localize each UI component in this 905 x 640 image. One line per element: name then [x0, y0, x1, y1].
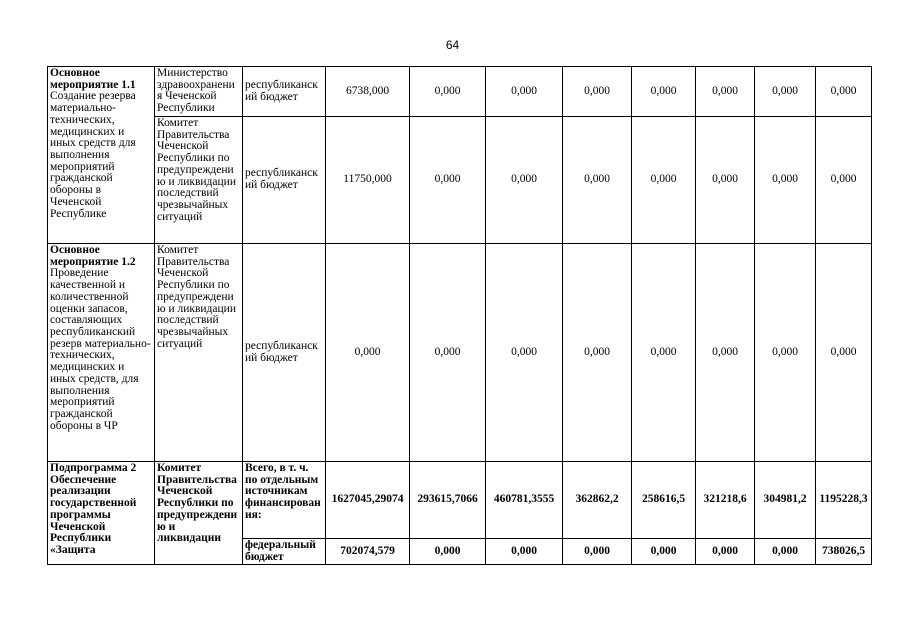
- value-cell: 11750,000: [326, 117, 410, 244]
- funding-source-cell: республиканский бюджет: [243, 244, 326, 462]
- value-cell: 0,000: [696, 539, 755, 565]
- value-cell: 702074,579: [326, 539, 410, 565]
- value-cell: 0,000: [410, 244, 486, 462]
- value-cell: 0,000: [755, 117, 816, 244]
- value-cell: 0,000: [755, 67, 816, 117]
- value-cell: 0,000: [755, 539, 816, 565]
- table-row: [48, 462, 872, 539]
- value-cell: 0,000: [410, 67, 486, 117]
- value-cell: 0,000: [563, 539, 632, 565]
- page-number: 64: [445, 38, 460, 52]
- funding-source-cell: федеральный бюджет: [243, 539, 326, 565]
- table-row: [48, 244, 872, 462]
- value-cell: 1627045,29074: [326, 462, 410, 539]
- subprogram-cell: Подпрограмма 2 Обеспечение реализации государственной программы Чеченской Республики «Защита: [48, 462, 155, 565]
- value-cell: 0,000: [563, 67, 632, 117]
- value-cell: 6738,000: [326, 67, 410, 117]
- value-cell: 258616,5: [632, 462, 696, 539]
- executor-cell: Комитет Правительства Чеченской Республики по предупреждению и ликвидации: [155, 462, 243, 565]
- value-cell: 0,000: [632, 117, 696, 244]
- value-cell: 0,000: [696, 117, 755, 244]
- value-cell: 0,000: [486, 67, 563, 117]
- value-cell: 0,000: [632, 244, 696, 462]
- value-cell: 0,000: [632, 539, 696, 565]
- value-cell: 460781,3555: [486, 462, 563, 539]
- value-cell: 0,000: [816, 244, 872, 462]
- value-cell: 0,000: [326, 244, 410, 462]
- budget-table: [47, 66, 872, 565]
- executor-cell: Министерство здравоохранения Чеченской Республики: [155, 67, 243, 117]
- value-cell: 293615,7066: [410, 462, 486, 539]
- value-cell: 0,000: [563, 117, 632, 244]
- activity-description: Проведение качественной и количественной оценки запасов, составляющих республиканский резерв материально-технических, медицинских и иных средств, для выполнения мероприятий гражданской обороны в ЧР: [50, 267, 151, 432]
- table-row: [48, 67, 872, 117]
- value-cell: 0,000: [816, 67, 872, 117]
- value-cell: 0,000: [486, 244, 563, 462]
- value-cell: 304981,2: [755, 462, 816, 539]
- value-cell: 0,000: [563, 244, 632, 462]
- value-cell: 362862,2: [563, 462, 632, 539]
- activity-cell: [48, 67, 155, 244]
- value-cell: 1195228,3: [816, 462, 872, 539]
- executor-cell: Комитет Правительства Чеченской Республики по предупреждению и ликвидации последствий чрезвычайных ситуаций: [155, 117, 243, 244]
- activity-description: Создание резерва материально-технических, медицинских и иных средств для выполнения мероприятий гражданской обороны в Чеченской Республике: [50, 90, 136, 220]
- value-cell: 0,000: [410, 539, 486, 565]
- activity-title: Основное мероприятие 1.2: [50, 244, 136, 268]
- activity-cell: [48, 244, 155, 462]
- value-cell: 0,000: [816, 117, 872, 244]
- value-cell: 0,000: [696, 244, 755, 462]
- value-cell: 0,000: [632, 67, 696, 117]
- value-cell: 0,000: [696, 67, 755, 117]
- value-cell: 0,000: [486, 117, 563, 244]
- activity-title: Основное мероприятие 1.1: [50, 67, 136, 91]
- value-cell: 738026,5: [816, 539, 872, 565]
- funding-source-cell: республиканский бюджет: [243, 117, 326, 244]
- value-cell: 0,000: [410, 117, 486, 244]
- funding-source-cell: республиканский бюджет: [243, 67, 326, 117]
- funding-source-cell: Всего, в т. ч. по отдельным источникам финансирования:: [243, 462, 326, 539]
- value-cell: 0,000: [755, 244, 816, 462]
- value-cell: 0,000: [486, 539, 563, 565]
- value-cell: 321218,6: [696, 462, 755, 539]
- table-row: [48, 117, 872, 244]
- executor-cell: Комитет Правительства Чеченской Республики по предупреждению и ликвидации последствий чрезвычайных ситуаций: [155, 244, 243, 462]
